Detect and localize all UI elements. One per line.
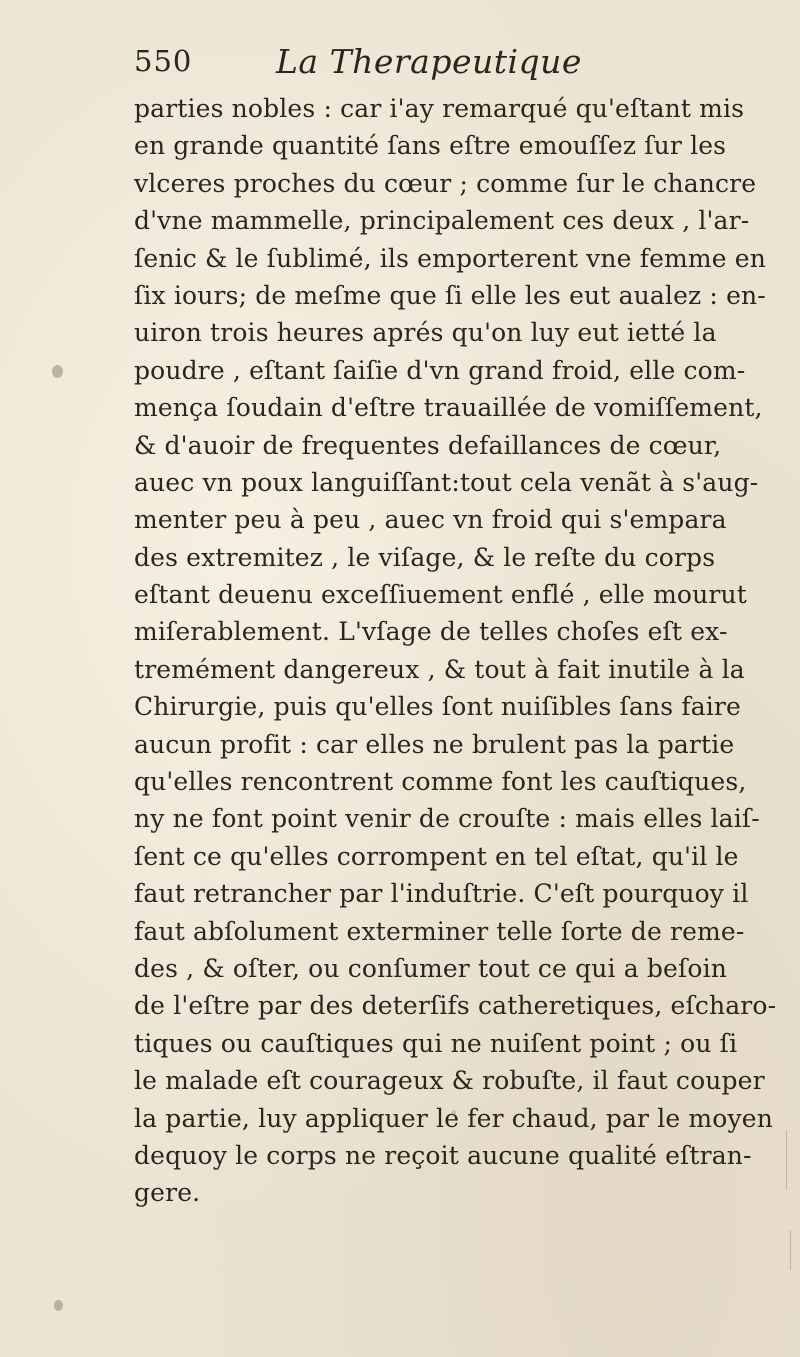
text-line: des extremitez , le viſage, & le reſte du corps	[134, 542, 716, 572]
text-line: ſent ce qu'elles corrompent en tel eſtat, qu'il le	[134, 841, 739, 871]
ink-spot	[54, 1300, 63, 1311]
text-line: poudre , eſtant ſaiſie d'vn grand froid, elle com-	[134, 355, 746, 385]
text-line: en grande quantité ſans eſtre emouſſez ſur les	[134, 131, 727, 161]
text-line: la partie, luy appliquer le fer chaud, par le moyen	[134, 1103, 773, 1133]
body-text	[134, 90, 794, 1212]
running-title: La Therapeutique	[276, 42, 582, 81]
text-line: dequoy le corps ne reçoit aucune qualité eſtran-	[134, 1140, 752, 1170]
text-line: ſenic & le ſublimé, ils emporterent vne femme en	[134, 243, 766, 273]
text-line: & d'auoir de frequentes defaillances de cœur,	[134, 430, 722, 460]
text-line: mença ſoudain d'eſtre trauaillée de vomiſſement,	[134, 393, 763, 423]
paper-crease	[786, 1130, 787, 1190]
text-line: miſerablement. L'vſage de telles choſes eſt ex-	[134, 617, 728, 647]
text-line: faut retrancher par l'induſtrie. C'eſt pourquoy il	[134, 879, 749, 909]
text-line: ſix iours; de meſme que ſi elle les eut aualez : en-	[134, 280, 766, 310]
text-line: eſtant deuenu exceſſiuement enflé , elle mourut	[134, 580, 747, 610]
text-line: aucun profit : car elles ne brulent pas la partie	[134, 729, 735, 759]
text-line: menter peu à peu , auec vn froid qui s'empara	[134, 505, 727, 535]
paper-crease	[790, 1230, 791, 1270]
text-line: le malade eſt courageux & robuſte, il faut couper	[134, 1066, 765, 1096]
ink-spot	[52, 365, 63, 378]
text-line: Chirurgie, puis qu'elles ſont nuiſibles ſans faire	[134, 692, 741, 722]
text-line: qu'elles rencontrent comme font les cauſtiques,	[134, 767, 747, 797]
text-line: auec vn poux languiſſant:tout cela venãt à s'aug-	[134, 467, 759, 497]
text-line: tiques ou cauſtiques qui ne nuiſent point ; ou ſi	[134, 1028, 738, 1058]
text-line: vlceres proches du cœur ; comme ſur le chancre	[134, 168, 757, 198]
text-line: gere.	[134, 1178, 201, 1208]
page-header	[134, 44, 734, 90]
text-line: des , & oſter, ou conſumer tout ce qui a beſoin	[134, 953, 727, 983]
text-line: de l'eſtre par des deterſifs catheretiques, eſcharo-	[134, 991, 777, 1021]
text-line: faut abſolument exterminer telle ſorte de reme-	[134, 916, 745, 946]
text-line: d'vne mammelle, principalement ces deux , l'ar-	[134, 206, 750, 236]
page-number: 550	[134, 44, 193, 78]
text-line: tremément dangereux , & tout à fait inutile à la	[134, 654, 745, 684]
text-line: ny ne font point venir de crouſte : mais elles laiſ-	[134, 804, 760, 834]
text-line: parties nobles : car i'ay remarqué qu'eſtant mis	[134, 94, 745, 123]
ink-spot	[452, 1110, 456, 1116]
text-line: uiron trois heures aprés qu'on luy eut ietté la	[134, 318, 717, 348]
